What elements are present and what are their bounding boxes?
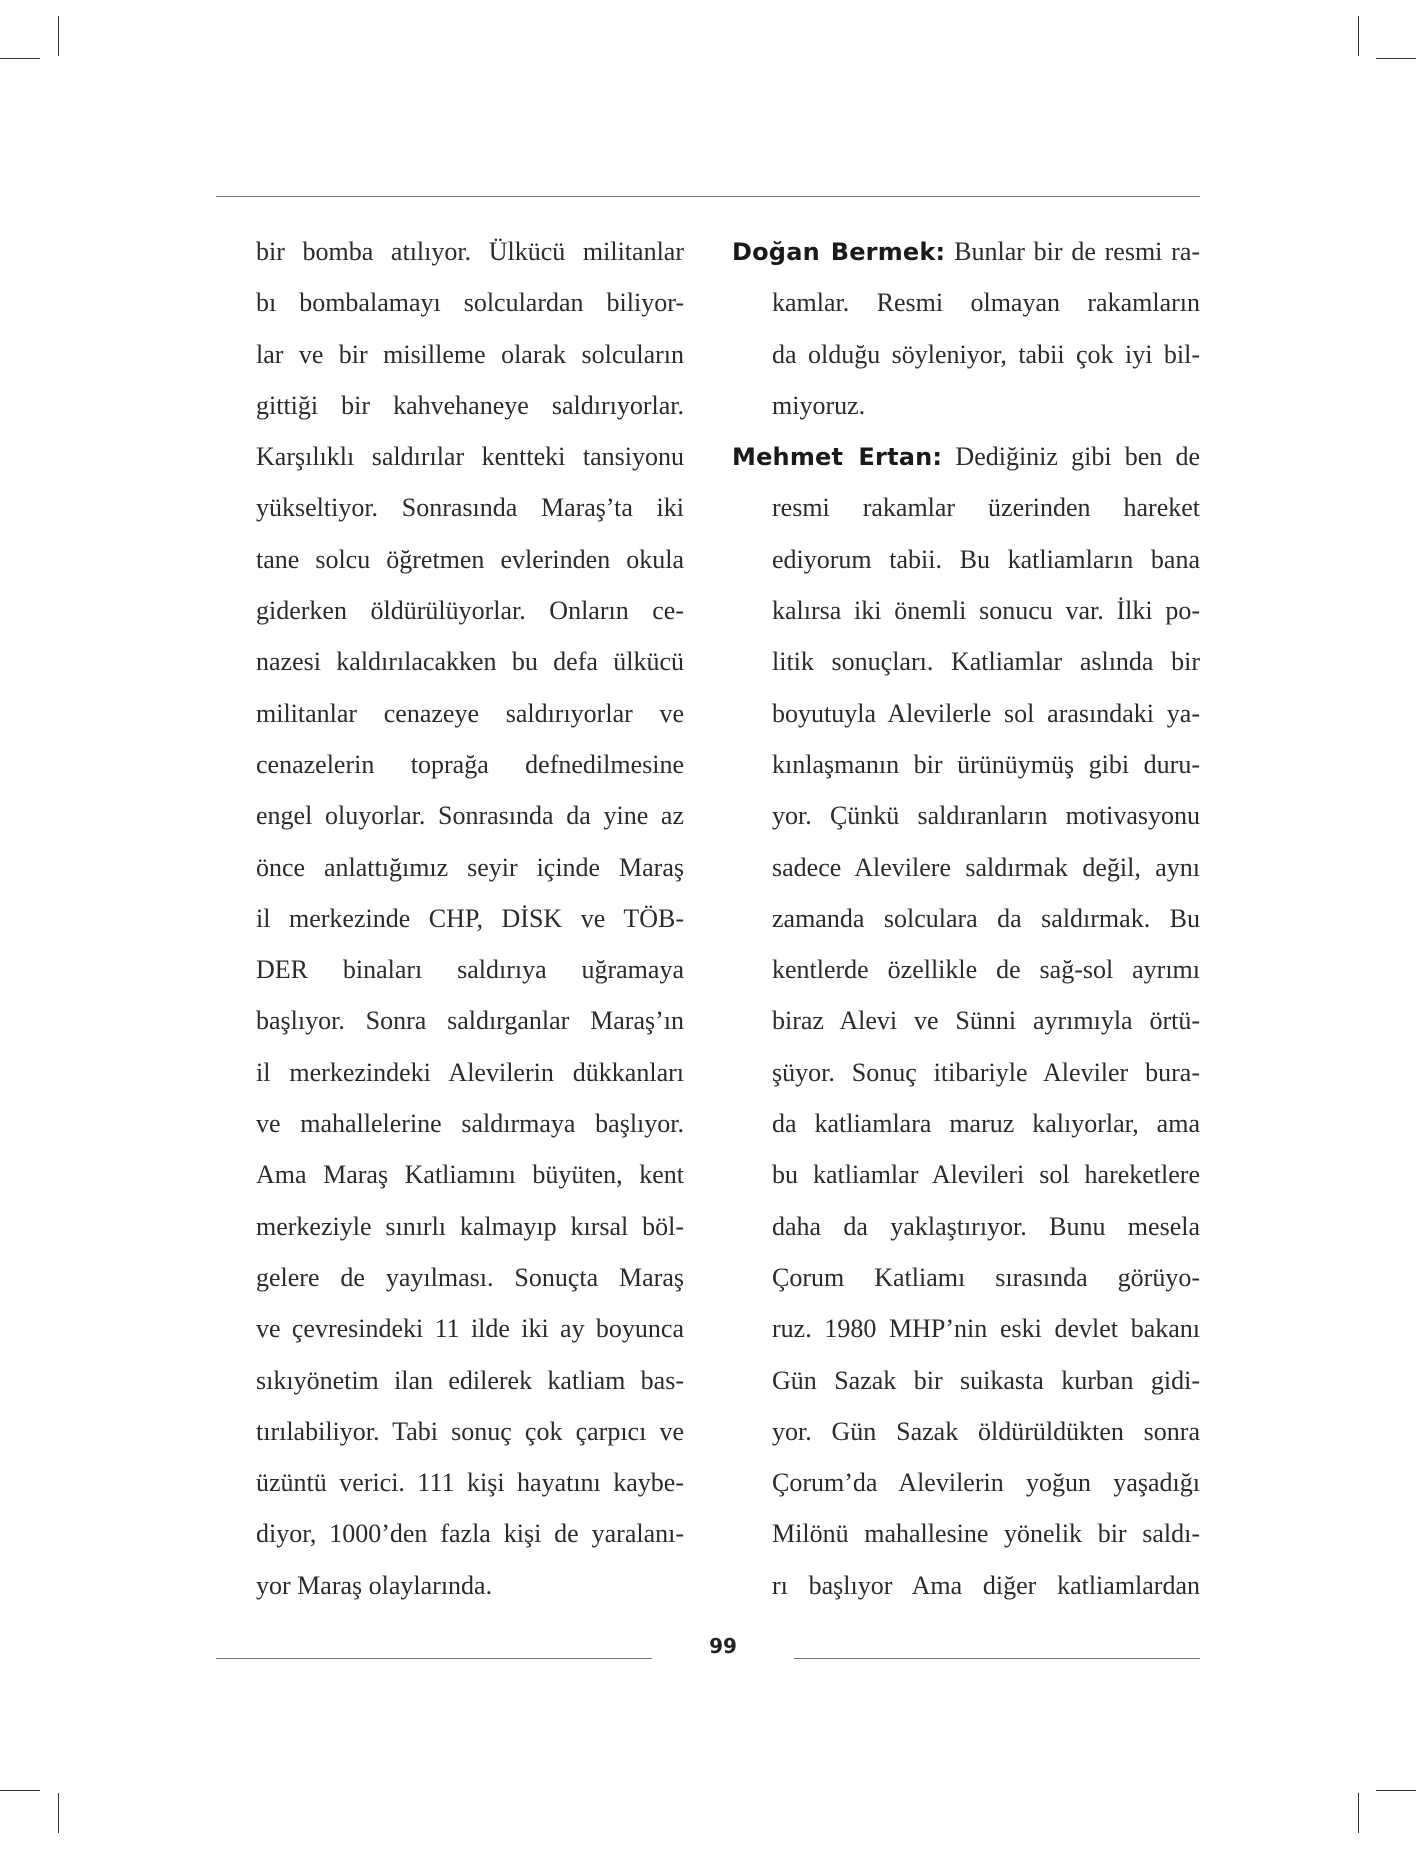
text-line: ve mahallelerine saldırmaya başlıyor. bbox=[256, 1109, 684, 1139]
text-line: rı başlıyor Ama diğer katliamlardan bbox=[772, 1570, 1200, 1600]
right-column bbox=[732, 226, 1200, 1611]
text-line: başlıyor. Sonra saldırganlar Maraş’ın bbox=[256, 1006, 684, 1036]
text-line: Gün Sazak bir suikasta kurban gidi- bbox=[772, 1365, 1200, 1395]
text-fragment: Dediğiniz gibi ben de bbox=[955, 442, 1201, 472]
text-line: yor. Gün Sazak öldürüldükten sonra bbox=[772, 1416, 1200, 1446]
footer-rule bbox=[794, 1658, 1200, 1659]
text-line: resmi rakamlar üzerinden hareket bbox=[772, 493, 1200, 523]
footer-rule bbox=[216, 1658, 652, 1659]
text-line: şüyor. Sonuç itibariyle Aleviler bura- bbox=[772, 1057, 1200, 1087]
header-rule bbox=[216, 196, 1200, 197]
crop-mark bbox=[1376, 1790, 1416, 1791]
crop-mark bbox=[1358, 1793, 1359, 1833]
speaker-name: Doğan Bermek: bbox=[732, 238, 946, 266]
text-line: nazesi kaldırılacakken bu defa ülkücü bbox=[256, 647, 684, 677]
text-line: üzüntü verici. 111 kişi hayatını kaybe- bbox=[256, 1468, 684, 1498]
text-line: kınlaşmanın bir ürünüymüş gibi duru- bbox=[772, 749, 1200, 779]
text-line: zamanda solculara da saldırmak. Bu bbox=[772, 903, 1200, 933]
text-line: ruz. 1980 MHP’nin eski devlet bakanı bbox=[772, 1314, 1200, 1344]
text-line: Ama Maraş Katliamını büyüten, kent bbox=[256, 1160, 684, 1190]
speaker-name: Mehmet Ertan: bbox=[732, 443, 943, 472]
text-line: ediyorum tabii. Bu katliamların bana bbox=[772, 544, 1200, 574]
text-line: giderken öldürülüyorlar. Onların ce- bbox=[256, 596, 684, 626]
text-line: tane solcu öğretmen evlerinden okula bbox=[256, 544, 684, 574]
text-line: gittiği bir kahvehaneye saldırıyorlar. bbox=[256, 390, 684, 420]
text-line: il merkezinde CHP, DİSK ve TÖB- bbox=[256, 903, 684, 933]
text-line: önce anlattığımız seyir içinde Maraş bbox=[256, 852, 684, 882]
text-line: lar ve bir misilleme olarak solcuların bbox=[256, 339, 684, 369]
text-line: DER binaları saldırıya uğramaya bbox=[256, 955, 684, 985]
text-line: da olduğu söyleniyor, tabii çok iyi bil- bbox=[772, 339, 1200, 369]
text-line: diyor, 1000’den fazla kişi de yaralanı- bbox=[256, 1519, 684, 1549]
crop-mark bbox=[0, 58, 40, 59]
text-line: Milönü mahallesine yönelik bir saldı- bbox=[772, 1519, 1200, 1549]
text-line: da katliamlara maruz kalıyorlar, ama bbox=[772, 1109, 1200, 1139]
text-line: Çorum’da Alevilerin yoğun yaşadığı bbox=[772, 1468, 1200, 1498]
text-line: engel oluyorlar. Sonrasında da yine az bbox=[256, 801, 684, 831]
text-line: merkeziyle sınırlı kalmayıp kırsal böl- bbox=[256, 1211, 684, 1241]
text-line: kamlar. Resmi olmayan rakamların bbox=[772, 288, 1200, 318]
text-fragment: Bunlar bir de resmi ra- bbox=[954, 237, 1201, 266]
page-footer bbox=[216, 1634, 1200, 1674]
text-line: ve çevresindeki 11 ilde iki ay boyunca bbox=[256, 1314, 684, 1344]
text-line: tırılabiliyor. Tabi sonuç çok çarpıcı ve bbox=[256, 1416, 684, 1446]
text-line: cenazelerin toprağa defnedilmesine bbox=[256, 749, 684, 779]
text-line: gelere de yayılması. Sonuçta Maraş bbox=[256, 1262, 684, 1292]
crop-mark bbox=[0, 1790, 40, 1791]
text-line: sadece Alevilere saldırmak değil, aynı bbox=[772, 852, 1200, 882]
text-line: miyoruz. bbox=[772, 390, 866, 420]
left-column bbox=[256, 226, 684, 1611]
crop-mark bbox=[58, 1793, 59, 1833]
text-line: bu katliamlar Alevileri sol hareketlere bbox=[772, 1160, 1200, 1190]
text-line: kalırsa iki önemli sonucu var. İlki po- bbox=[772, 596, 1200, 626]
text-line: yor. Çünkü saldıranların motivasyonu bbox=[772, 801, 1200, 831]
text-line: daha da yaklaştırıyor. Bunu mesela bbox=[772, 1211, 1200, 1241]
text-line: sıkıyönetim ilan edilerek katliam bas- bbox=[256, 1365, 684, 1395]
text-line: bı bombalamayı solculardan biliyor- bbox=[256, 288, 684, 318]
text-line: boyutuyla Alevilerle sol arasındaki ya- bbox=[772, 698, 1200, 728]
text-line: kentlerde özellikle de sağ-sol ayrımı bbox=[772, 955, 1200, 985]
text-line: biraz Alevi ve Sünni ayrımıyla örtü- bbox=[772, 1006, 1200, 1036]
text-line: il merkezindeki Alevilerin dükkanları bbox=[256, 1057, 684, 1087]
crop-mark bbox=[1376, 58, 1416, 59]
text-line: litik sonuçları. Katliamlar aslında bir bbox=[772, 647, 1200, 677]
text-line: bir bomba atılıyor. Ülkücü militanlar bbox=[256, 237, 684, 266]
text-line: militanlar cenazeye saldırıyorlar ve bbox=[256, 698, 684, 728]
speaker-line bbox=[732, 226, 1200, 277]
text-line: yükseltiyor. Sonrasında Maraş’ta iki bbox=[256, 493, 684, 523]
text-line: yor Maraş olaylarında. bbox=[256, 1570, 493, 1600]
page-number: 99 bbox=[709, 1634, 737, 1658]
text-line: Karşılıklı saldırılar kentteki tansiyonu bbox=[256, 442, 684, 472]
crop-mark bbox=[1358, 16, 1359, 56]
text-line: Çorum Katliamı sırasında görüyo- bbox=[772, 1262, 1200, 1292]
speaker-line bbox=[732, 431, 1200, 482]
crop-mark bbox=[58, 16, 59, 56]
